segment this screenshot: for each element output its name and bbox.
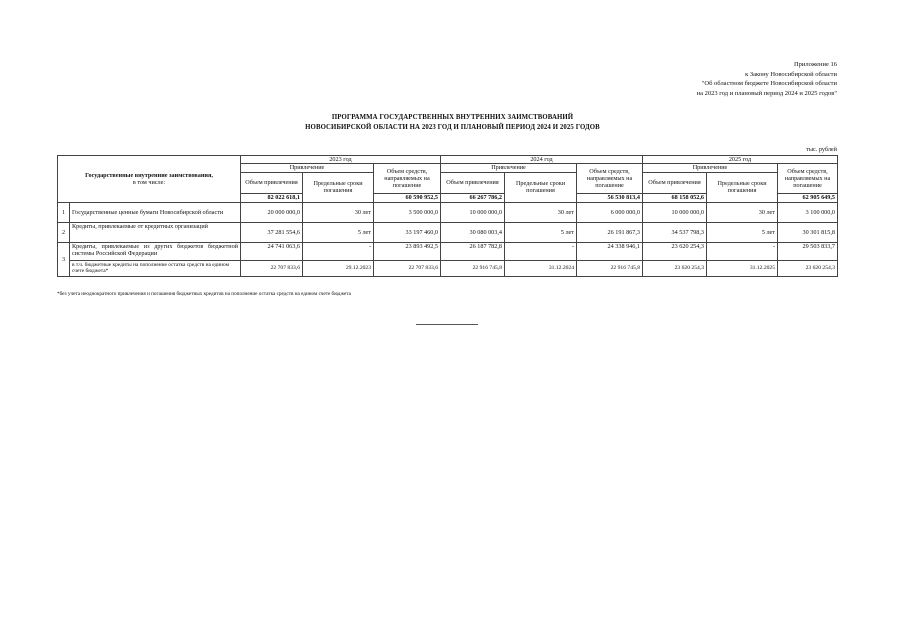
row-name: Государственные ценные бумаги Новосибирской области [70, 202, 241, 222]
header-main-line-1: Государственные внутренние заимствования, [85, 171, 213, 179]
cell-terms-2025: 31.12.2025 [707, 260, 778, 276]
repay-header-2023: Объем средств, направляемых на погашение [374, 164, 441, 193]
total-repay-2025: 62 905 649,5 [778, 193, 838, 202]
table-row [58, 242, 838, 260]
header-main-line-2: в том числе: [132, 178, 166, 186]
cell-terms-2025: - [707, 242, 778, 260]
cell-terms-2024: 5 лет [505, 222, 577, 242]
cell-terms-2023: - [303, 242, 374, 260]
repay-header-2024: Объем средств, направляемых на погашение [577, 164, 643, 193]
row-name: Кредиты, привлекаемые от кредитных организаций [70, 222, 241, 242]
row-number: 2 [58, 222, 70, 242]
cell-repay-2024: 22 916 745,8 [577, 260, 643, 276]
cell-volume-2024: 10 000 000,0 [441, 202, 505, 222]
cell-terms-2023: 5 лет [303, 222, 374, 242]
cell-volume-2024: 22 916 745,8 [441, 260, 505, 276]
borrow-header-2024: Привлечение [441, 164, 577, 172]
table-row [58, 222, 838, 242]
cell-terms-2024: 31.12.2024 [505, 260, 577, 276]
cell-repay-2025: 29 503 833,7 [778, 242, 838, 260]
signature-line [416, 324, 478, 325]
total-volume-2024: 66 267 786,2 [441, 193, 505, 202]
borrow-header-2023: Привлечение [241, 164, 374, 172]
appendix-law: к Закону Новосибирской области [745, 70, 837, 78]
units-label: тыс. рублей [806, 146, 837, 153]
borrow-header-2025: Привлечение [643, 164, 778, 172]
year-header-2025: 2025 год [643, 156, 838, 164]
total-repay-2024: 56 530 813,4 [577, 193, 643, 202]
cell-terms-2023: 30 лет [303, 202, 374, 222]
terms-header-2023: Предельные сроки погашения [303, 172, 374, 202]
cell-repay-2023: 23 893 492,5 [374, 242, 441, 260]
cell-volume-2023: 22 707 833,6 [241, 260, 303, 276]
cell-repay-2024: 6 000 000,0 [577, 202, 643, 222]
repay-header-2025: Объем средств, направляемых на погашение [778, 164, 838, 193]
header-main-cell [58, 156, 241, 203]
cell-volume-2023: 37 281 554,6 [241, 222, 303, 242]
cell-volume-2025: 10 000 000,0 [643, 202, 707, 222]
year-header-2023: 2023 год [241, 156, 441, 164]
cell-volume-2025: 23 620 254,3 [643, 242, 707, 260]
row-number: 1 [58, 202, 70, 222]
borrowing-table [57, 155, 838, 277]
year-header-2024: 2024 год [441, 156, 643, 164]
row-name: Кредиты, привлекаемые из других бюджетов бюджетной системы Российской Федерации [70, 242, 241, 260]
cell-terms-2024: 30 лет [505, 202, 577, 222]
cell-repay-2023: 3 500 000,0 [374, 202, 441, 222]
row-number: 3 [58, 242, 70, 276]
document-title [0, 113, 905, 132]
volume-header-2024: Объем привлечения [441, 172, 505, 193]
cell-repay-2024: 26 191 867,3 [577, 222, 643, 242]
footnote: *без учета неоднократного привлечения и погашения бюджетных кредитов на пополнение остатка средств на едином счете бюджета [57, 291, 351, 297]
appendix-block [697, 60, 837, 98]
appendix-period: на 2023 год и плановый период 2024 и 2025 годов" [696, 89, 837, 97]
volume-header-2023: Объем привлечения [241, 172, 303, 193]
terms-header-2025: Предельные сроки погашения [707, 172, 778, 202]
cell-volume-2023: 24 741 063,6 [241, 242, 303, 260]
header-years-row [58, 156, 838, 164]
terms-header-2024: Предельные сроки погашения [505, 172, 577, 202]
row-name: в т.ч. бюджетные кредиты на пополнение остатка средств на едином счете бюджета* [70, 260, 241, 276]
cell-repay-2025: 3 100 000,0 [778, 202, 838, 222]
appendix-law-title: "Об областном бюджете Новосибирской области [701, 80, 837, 88]
table-row [58, 202, 838, 222]
cell-volume-2025: 23 620 254,3 [643, 260, 707, 276]
cell-repay-2023: 22 707 833,6 [374, 260, 441, 276]
title-line-2: НОВОСИБИРСКОЙ ОБЛАСТИ НА 2023 ГОД И ПЛАНОВЫЙ ПЕРИОД 2024 И 2025 ГОДОВ [305, 123, 600, 131]
title-line-1: ПРОГРАММА ГОСУДАРСТВЕННЫХ ВНУТРЕННИХ ЗАИМСТВОВАНИЙ [331, 114, 574, 121]
cell-repay-2025: 23 620 254,3 [778, 260, 838, 276]
cell-volume-2025: 34 537 798,3 [643, 222, 707, 242]
cell-repay-2023: 33 197 460,0 [374, 222, 441, 242]
volume-header-2025: Объем привлечения [643, 172, 707, 193]
cell-repay-2024: 24 338 946,1 [577, 242, 643, 260]
cell-terms-2025: 5 лет [707, 222, 778, 242]
cell-volume-2024: 26 187 782,8 [441, 242, 505, 260]
cell-terms-2025: 30 лет [707, 202, 778, 222]
total-repay-2023: 60 590 952,5 [374, 193, 441, 202]
cell-repay-2025: 30 301 815,8 [778, 222, 838, 242]
cell-volume-2023: 20 000 000,0 [241, 202, 303, 222]
table-row [58, 260, 838, 276]
total-volume-2023: 82 022 618,1 [241, 193, 303, 202]
cell-terms-2023: 29.12.2023 [303, 260, 374, 276]
cell-volume-2024: 30 080 003,4 [441, 222, 505, 242]
total-volume-2025: 68 158 052,6 [643, 193, 707, 202]
cell-terms-2024: - [505, 242, 577, 260]
appendix-number: Приложение 16 [793, 61, 837, 68]
